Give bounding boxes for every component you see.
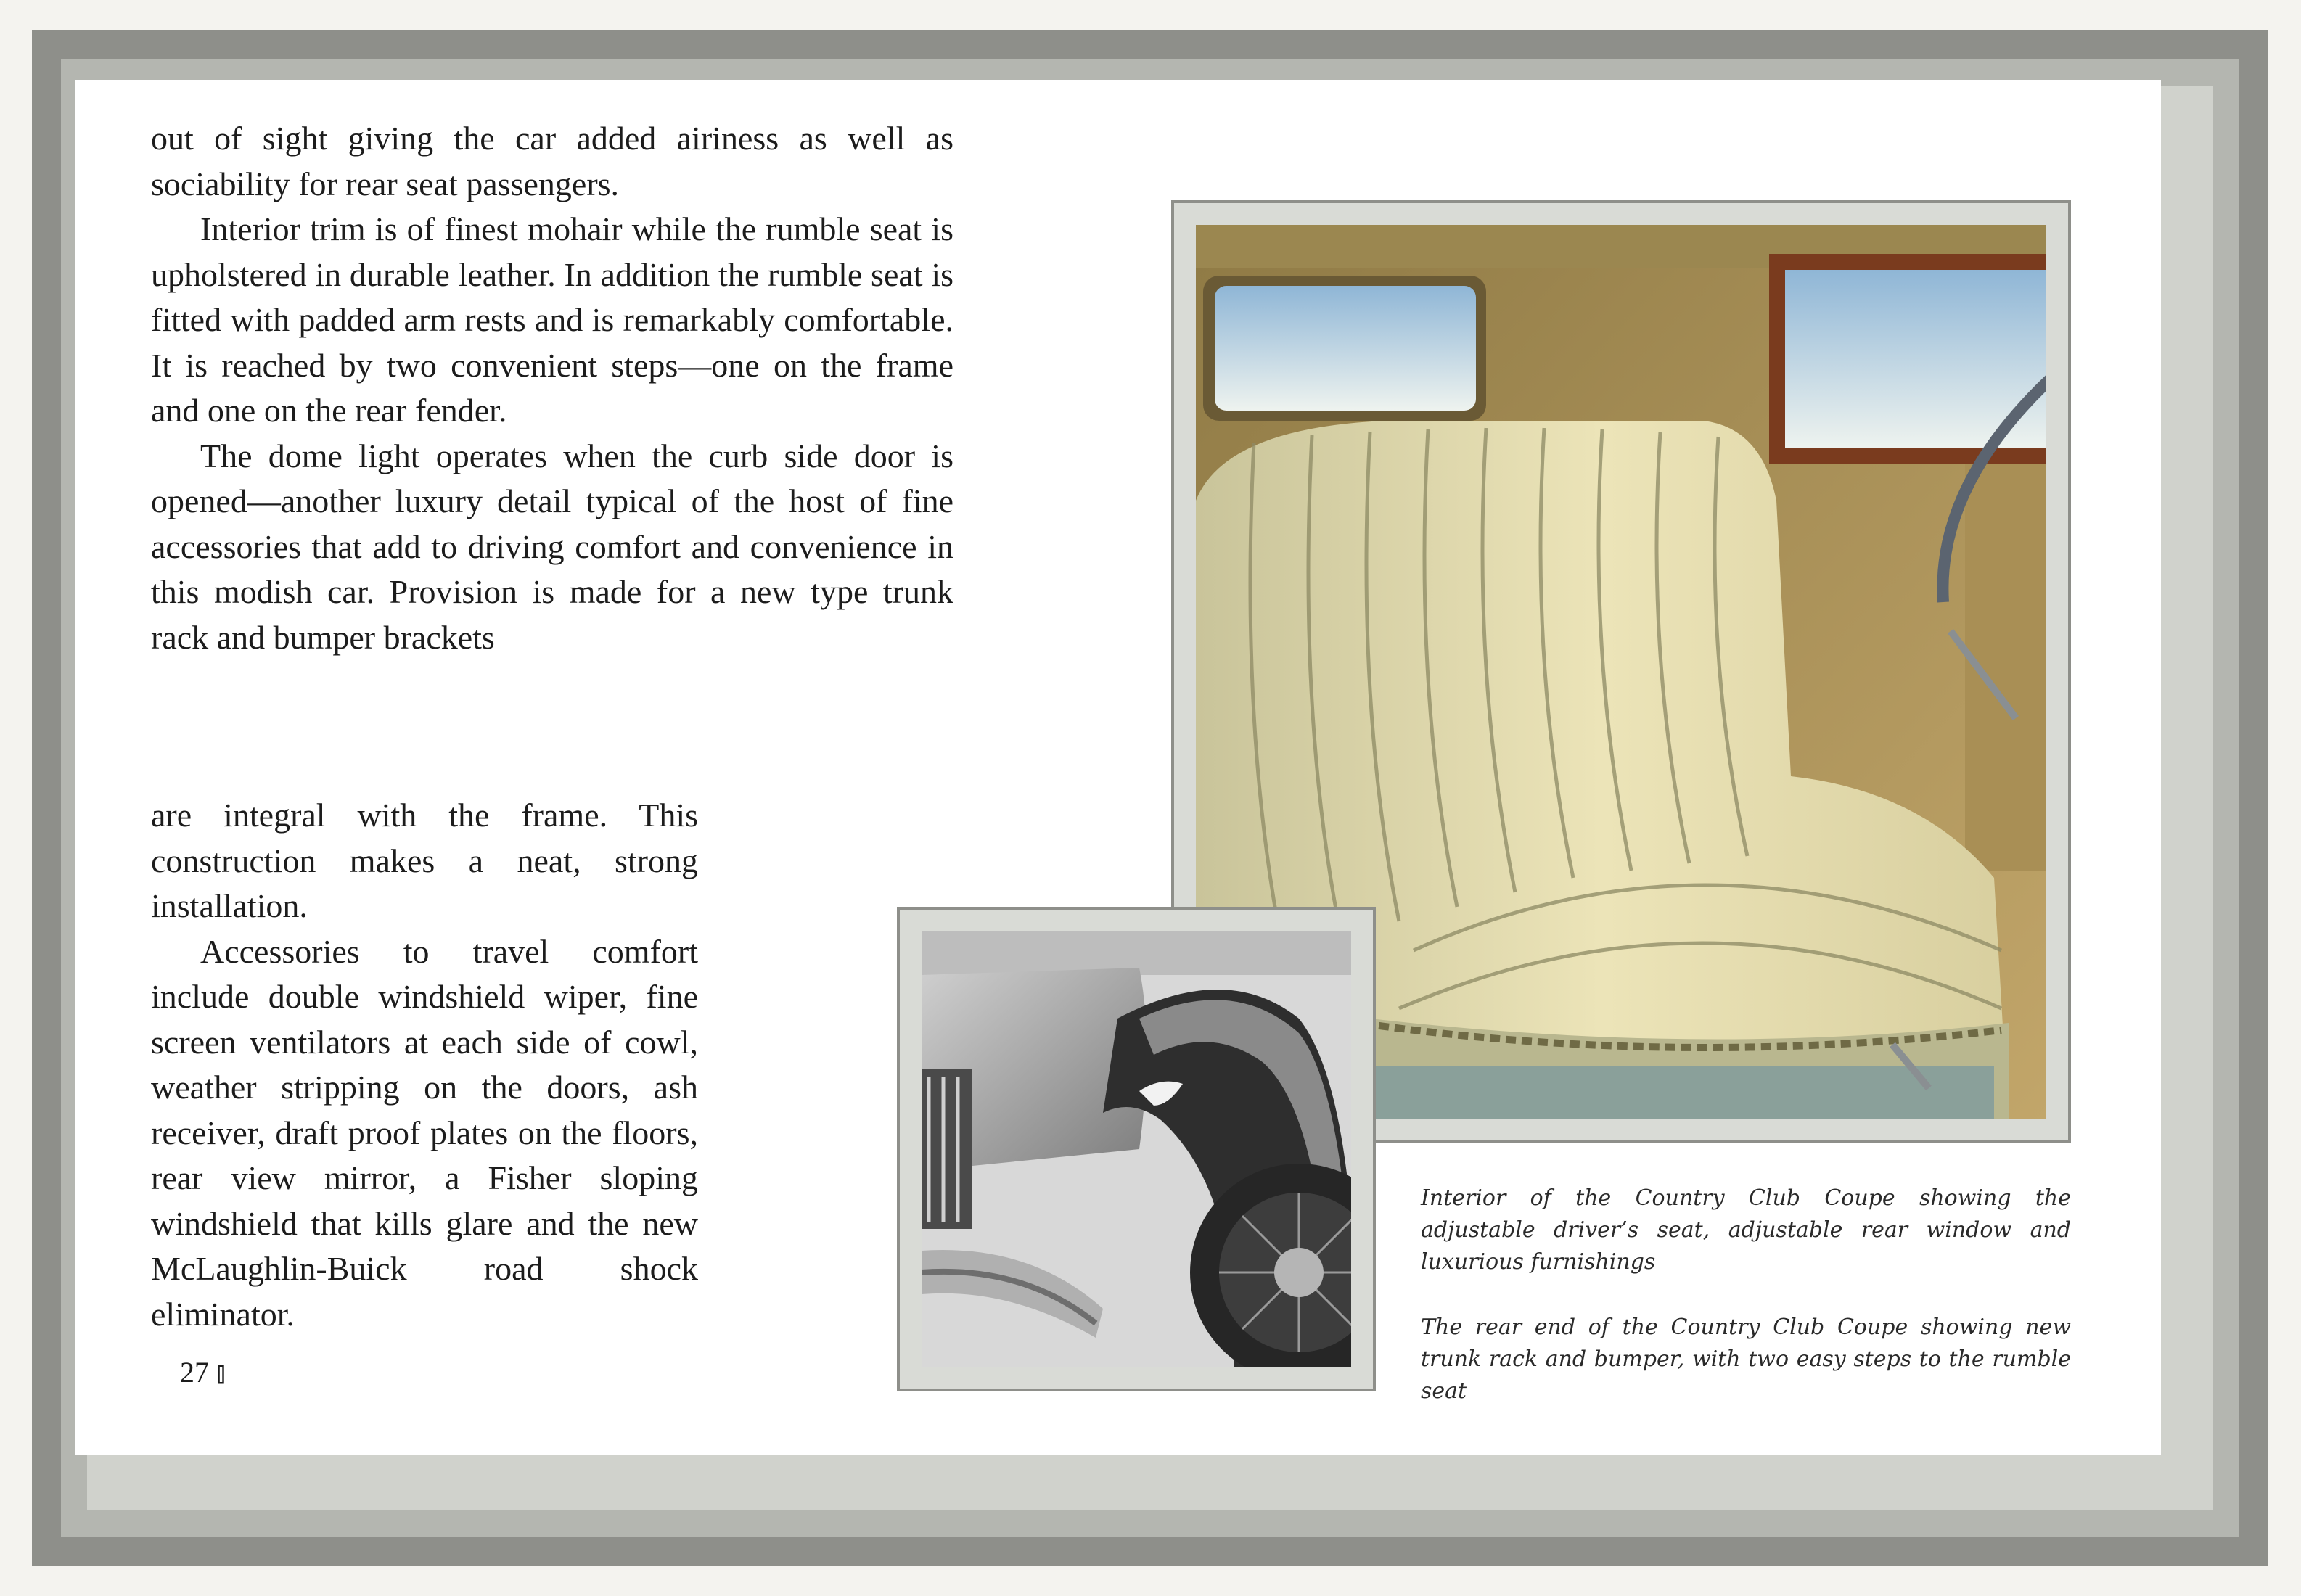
body-text-narrow-column (151, 793, 698, 1337)
page-number-value: 27 (180, 1356, 209, 1389)
page-number (180, 1355, 226, 1389)
paragraph: Interior trim is of finest mohair while the rumble seat is upholstered in durable leather. In addition the rumble seat is fitted with padded arm rests and is remarkably comfortable. It is reached by two convenient steps—one on the frame and one on the rear fender. (151, 210, 953, 429)
caption-interior: Interior of the Country Club Coupe showing the adjustable driver’s seat, adjustable rear window and luxurious furnishings (1421, 1185, 2071, 1275)
rear-photo (922, 931, 1351, 1367)
paragraph: The dome light operates when the curb side door is opened—another luxury detail typical of the host of fine accessories that add to driving comfort and convenience in this modish car. Provision is made for a new type trunk rack and bumper brackets (151, 437, 953, 656)
caption-rear: The rear end of the Country Club Coupe showing new trunk rack and bumper, with two easy steps to the rumble seat (1421, 1315, 2071, 1404)
paragraph: are integral with the frame. This construction makes a neat, strong installation. (151, 797, 698, 924)
body-text-column (151, 116, 953, 660)
rear-photo-frame (897, 907, 1376, 1391)
rear-illustration (922, 931, 1351, 1367)
paragraph: out of sight giving the car added airiness as well as sociability for rear seat passengers. (151, 120, 953, 202)
page-number-ornament-icon: ⫾ (216, 1356, 226, 1389)
paragraph: Accessories to travel comfort include double windshield wiper, fine screen ventilators at each side of cowl, weather stripping on the doors, ash receiver, draft proof plates on the floors, rear view mirror, a Fisher sloping windshield that kills glare and the new McLaughlin-Buick road shock eliminator. (151, 932, 698, 1333)
